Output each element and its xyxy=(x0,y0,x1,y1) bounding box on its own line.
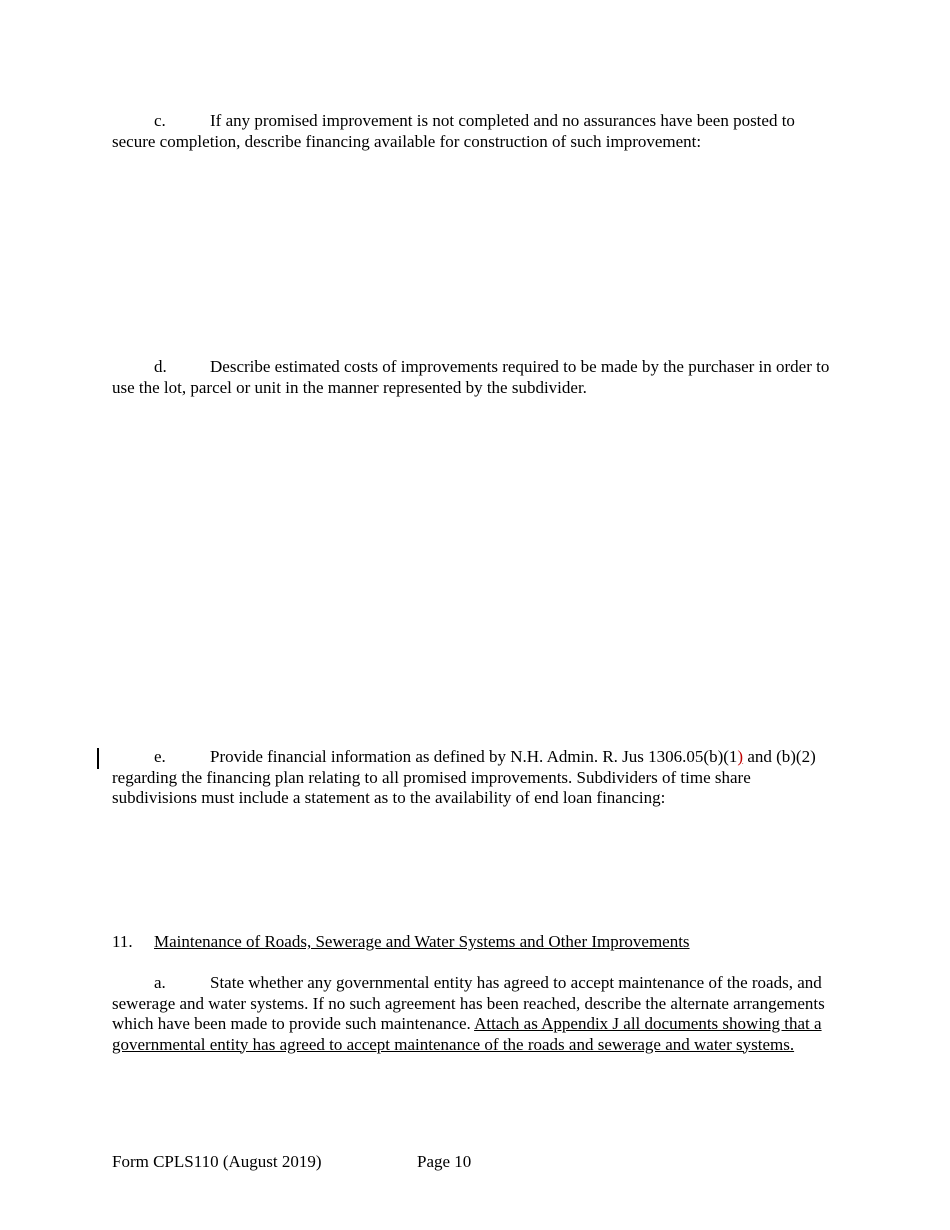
section-11-heading xyxy=(112,932,832,953)
item-11a-marker: a. xyxy=(154,973,166,992)
item-d-paragraph xyxy=(112,357,832,398)
footer-form-id: Form CPLS110 (August 2019) xyxy=(112,1152,322,1171)
item-e-text-before: Provide financial information as defined by N.H. Admin. R. Jus 1306.05(b)(1 xyxy=(210,747,738,766)
item-d-marker: d. xyxy=(154,357,167,376)
item-c-text: If any promised improvement is not completed and no assurances have been posted to secure completion, describe financing available for construction of such improvement: xyxy=(112,111,795,151)
item-e-marker: e. xyxy=(154,747,166,766)
item-d-text: Describe estimated costs of improvements required to be made by the purchaser in order to use the lot, parcel or unit in the manner represented by the subdivider. xyxy=(112,357,830,397)
page-footer xyxy=(112,1152,472,1173)
item-11a-text: State whether any governmental entity has agreed to accept maintenance of the roads, and sewerage and water systems. If no such agreement has been reached, describe the alternate arrangements which have been made to provide such maintenance. xyxy=(112,973,825,1033)
section-11-number: 11. xyxy=(112,932,133,951)
item-11a-paragraph xyxy=(112,973,832,1055)
item-e-paragraph xyxy=(112,747,837,809)
revision-change-bar xyxy=(97,748,99,769)
item-c-marker: c. xyxy=(154,111,166,130)
item-e-text-after: and (b)(2) regarding the financing plan relating to all promised improvements. Subdividers of time share subdivisions must include a statement as to the availability of end loan financing: xyxy=(112,747,816,807)
item-e-revision-mark: ) xyxy=(737,747,744,766)
footer-page-number: Page 10 xyxy=(417,1152,472,1171)
section-11-title: Maintenance of Roads, Sewerage and Water Systems and Other Improvements xyxy=(154,932,690,951)
item-c-paragraph xyxy=(112,111,832,152)
item-11a-appendix-instruction: Attach as Appendix J all documents showing that a governmental entity has agreed to accept maintenance of the roads and sewerage and water systems. xyxy=(112,1014,822,1054)
